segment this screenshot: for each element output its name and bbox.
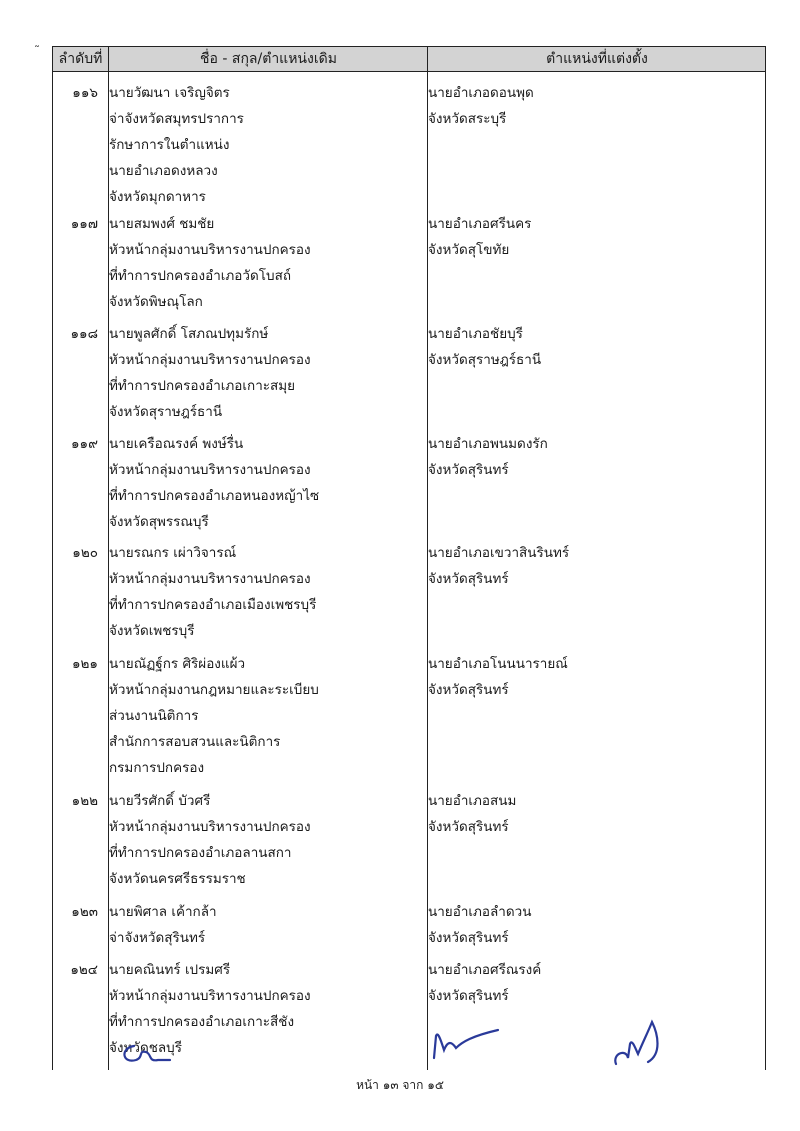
person-name: นายวัฒนา เจริญจิตร — [109, 85, 230, 101]
row-number: ๑๑๘ — [70, 326, 98, 342]
new-position-line: จังหวัดสระบุรี — [428, 111, 507, 127]
new-position-line: นายอำเภอโนนนารายณ์ — [428, 656, 568, 672]
row-number: ๑๒๑ — [71, 656, 98, 672]
original-position-line: จังหวัดพิษณุโลก — [109, 294, 203, 310]
row-number: ๑๒๒ — [71, 793, 98, 809]
new-position-cell — [428, 321, 758, 373]
new-position-line: นายอำเภอลำดวน — [428, 904, 532, 920]
signature-2 — [426, 1022, 506, 1062]
person-name: นายรณกร เผ่าวิจารณ์ — [109, 545, 237, 561]
row-number: ๑๑๗ — [70, 216, 98, 232]
header-name: ชื่อ - สกุล/ตำแหน่งเดิม — [200, 51, 337, 67]
page-number: หน้า ๑๓ จาก ๑๕ — [356, 1078, 444, 1092]
new-position-line: จังหวัดสุรินทร์ — [428, 682, 509, 698]
person-name: นายณัฏฐ์กร ศิริผ่องแผ้ว — [109, 656, 246, 672]
row-number: ๑๒๐ — [72, 545, 98, 561]
new-position-line: นายอำเภอชัยบุรี — [428, 326, 523, 342]
new-position-cell — [428, 899, 758, 951]
new-position-line: จังหวัดสุรินทร์ — [428, 819, 509, 835]
original-position-line: นายอำเภอดงหลวง — [109, 163, 218, 179]
original-position-line: จังหวัดสุราษฎร์ธานี — [109, 404, 223, 420]
new-position-cell — [428, 80, 758, 132]
original-position-line: หัวหน้ากลุ่มงานกฎหมายและระเบียบ — [109, 682, 319, 698]
header-new-position: ตำแหน่งที่แต่งตั้ง — [546, 51, 648, 67]
rule-right — [765, 46, 766, 1070]
original-position-cell — [109, 431, 419, 535]
original-position-line: ที่ทำการปกครองอำเภอเกาะสีชัง — [109, 1014, 295, 1030]
original-position-line: หัวหน้ากลุ่มงานบริหารงานปกครอง — [109, 242, 311, 258]
original-position-line: หัวหน้ากลุ่มงานบริหารงานปกครอง — [109, 571, 311, 587]
new-position-line: นายอำเภอศรีนคร — [428, 216, 532, 232]
new-position-line: จังหวัดสุรินทร์ — [428, 462, 509, 478]
original-position-line: หัวหน้ากลุ่มงานบริหารงานปกครอง — [109, 352, 311, 368]
new-position-line: จังหวัดสุรินทร์ — [428, 988, 509, 1004]
original-position-line: จังหวัดชลบุรี — [109, 1040, 183, 1056]
original-position-line: ส่วนงานนิติการ — [109, 708, 199, 724]
new-position-line: นายอำเภอศรีณรงค์ — [428, 962, 542, 978]
original-position-line: สำนักการสอบสวนและนิติการ — [109, 734, 281, 750]
table-header — [52, 46, 766, 72]
original-position-line: หัวหน้ากลุ่มงานบริหารงานปกครอง — [109, 819, 311, 835]
original-position-line: จังหวัดเพชรบุรี — [109, 623, 195, 639]
person-name: นายพูลศักดิ์ โสภณปทุมรักษ์ — [109, 326, 269, 342]
original-position-line: ที่ทำการปกครองอำเภอเกาะสมุย — [109, 378, 296, 394]
original-position-line: จ่าจังหวัดสุรินทร์ — [109, 930, 206, 946]
row-number: ๑๑๙ — [70, 436, 98, 452]
original-position-line: ที่ทำการปกครองอำเภอวัดโบสถ์ — [109, 268, 291, 284]
new-position-line: นายอำเภอพนมดงรัก — [428, 436, 548, 452]
original-position-line: หัวหน้ากลุ่มงานบริหารงานปกครอง — [109, 462, 311, 478]
person-name: นายเครือณรงค์ พงษ์รื่น — [109, 436, 244, 452]
original-position-line: จ่าจังหวัดสมุทรปราการ — [109, 111, 244, 127]
original-position-cell — [109, 651, 419, 781]
new-position-cell — [428, 211, 758, 263]
person-name: นายสมพงศ์ ชมชัย — [109, 216, 215, 232]
row-number: ๑๒๔ — [70, 962, 98, 978]
person-name: นายพิศาล เค้ากล้า — [109, 904, 217, 920]
original-position-cell — [109, 211, 419, 315]
original-position-line: ที่ทำการปกครองอำเภอลานสกา — [109, 845, 292, 861]
original-position-cell — [109, 80, 419, 210]
signature-3 — [608, 1014, 668, 1070]
person-name: นายคณินทร์ เปรมศรี — [109, 962, 231, 978]
original-position-line: กรมการปกครอง — [109, 760, 205, 776]
corner-mark: ˜ — [34, 44, 40, 58]
row-number: ๑๑๖ — [72, 85, 98, 101]
new-position-line: นายอำเภอสนม — [428, 793, 517, 809]
new-position-cell — [428, 540, 758, 592]
original-position-cell — [109, 788, 419, 892]
original-position-cell — [109, 321, 419, 425]
original-position-line: ที่ทำการปกครองอำเภอเมืองเพชรบุรี — [109, 597, 317, 613]
original-position-line: ที่ทำการปกครองอำเภอหนองหญ้าไซ — [109, 488, 320, 504]
new-position-line: จังหวัดสุราษฎร์ธานี — [428, 352, 542, 368]
new-position-cell — [428, 431, 758, 483]
new-position-line: จังหวัดสุรินทร์ — [428, 930, 509, 946]
new-position-line: จังหวัดสุโขทัย — [428, 242, 510, 258]
original-position-cell — [109, 540, 419, 644]
person-name: นายวีรศักดิ์ บัวศรี — [109, 793, 211, 809]
new-position-line: จังหวัดสุรินทร์ — [428, 571, 509, 587]
new-position-line: นายอำเภอดอนพุด — [428, 85, 534, 101]
new-position-cell — [428, 788, 758, 840]
original-position-cell — [109, 899, 419, 951]
new-position-line: นายอำเภอเขวาสินรินทร์ — [428, 545, 570, 561]
new-position-cell — [428, 651, 758, 703]
original-position-line: หัวหน้ากลุ่มงานบริหารงานปกครอง — [109, 988, 311, 1004]
appointment-table — [52, 46, 766, 1070]
original-position-line: จังหวัดมุกดาหาร — [109, 189, 206, 205]
original-position-line: จังหวัดนครศรีธรรมราช — [109, 871, 246, 887]
original-position-line: รักษาการในตำแหน่ง — [109, 137, 230, 153]
row-number: ๑๒๓ — [71, 904, 98, 920]
original-position-line: จังหวัดสุพรรณบุรี — [109, 514, 209, 530]
signature-1 — [118, 1038, 178, 1070]
header-order: ลำดับที่ — [58, 51, 103, 67]
new-position-cell — [428, 957, 758, 1009]
